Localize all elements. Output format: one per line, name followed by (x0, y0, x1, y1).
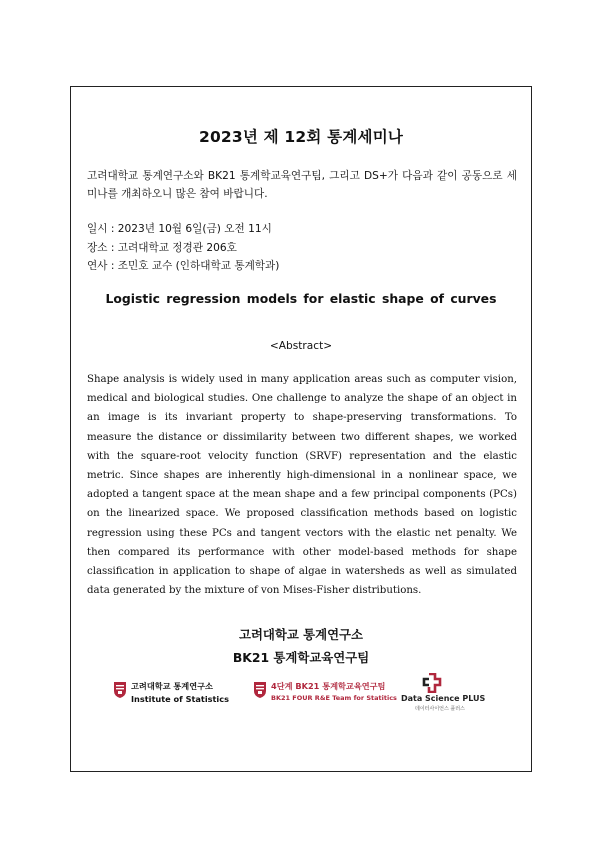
seminar-notice-frame (70, 86, 532, 772)
seminar-title: 2023년 제 12회 통계세미나 (198, 128, 404, 146)
korea-university-shield-icon (113, 681, 127, 699)
logo-row (71, 675, 531, 715)
dsplus-logo-korean: 데이터사이언스 플러스 (415, 706, 465, 712)
seminar-speaker: 연사 : 조민호 교수 (인하대학교 통계학과) (87, 260, 280, 272)
data-science-plus-mark-icon (421, 673, 443, 693)
institute-logo-korean: 고려대학교 통계연구소 (131, 681, 213, 691)
organizer-institute: 고려대학교 통계연구소 (238, 627, 363, 642)
institute-logo-english: Institute of Statistics (131, 694, 229, 704)
bk21-logo-korean: 4단계 BK21 통계학교육연구팀 (271, 681, 386, 691)
seminar-details (87, 220, 279, 276)
seminar-place: 장소 : 고려대학교 정경관 206호 (87, 241, 237, 254)
korea-university-shield-icon (253, 681, 267, 699)
seminar-date: 일시 : 2023년 10월 6일(금) 오전 11시 (87, 223, 272, 235)
abstract-heading: <Abstract> (269, 340, 333, 352)
abstract-text: Shape analysis is widely used in many application areas such as computer vision, medical and biological studies. One challenge to analyze the shape of an object in an image is its invariant property to shape-preserving transformations. To measure the distance or dissimilarity between two different shapes, we worked with the square-root velocity function (SRVF) representation and the elastic metric. Since shapes are inherently high-dimensional in a nonlinear space, we adopted a tangent space at the mean shape and a few principal components (PCs) on the linearized space. We proposed classification methods based on logistic regression using these PCs and tangent vectors with the elastic net penalty. We then compared its performance with other model-based methods for shape classification in application to shape of algae in watersheds as well as simulated data generated by the mixture of von Mises-Fisher distributions. (87, 374, 517, 597)
talk-title: Logistic regression models for elastic shape of curves (105, 291, 497, 306)
intro-paragraph: 고려대학교 통계연구소와 BK21 통계학교육연구팀, 그리고 DS+가 다음과 같이 공동으로 세미나를 개최하오니 많은 참여 바랍니다. (87, 170, 517, 200)
organizer-bk21: BK21 통계학교육연구팀 (232, 650, 370, 665)
bk21-logo-english: BK21 FOUR R&E Team for Statitics (271, 694, 397, 702)
dsplus-logo-english: Data Science PLUS (401, 694, 486, 703)
